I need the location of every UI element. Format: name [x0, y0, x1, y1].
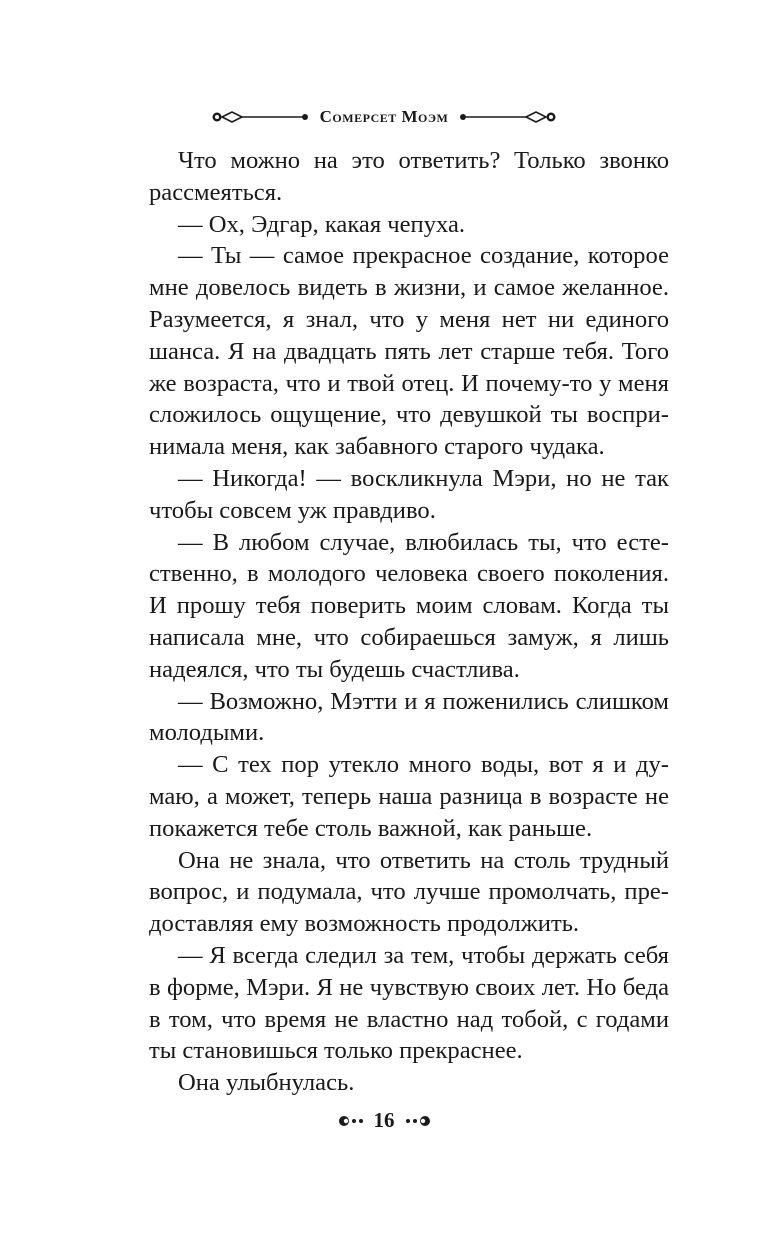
- page-number: 16: [373, 1108, 395, 1132]
- paragraph: — Никогда! — воскликнула Мэри, но не так чтобы совсем уж правдиво.: [149, 464, 669, 524]
- running-title: Сомерсет Моэм: [319, 107, 449, 126]
- running-header: [0, 103, 768, 131]
- paragraph: — В любом случае, влюбилась ты, что естественно, в молодого человека своего поколения. И прошу тебя поверить моим словам. Когда ты написала мне, что собираешься замуж, я лишь надеялся, что ты будешь счастлива.: [149, 528, 669, 683]
- footer-ornament-left-icon: [337, 1114, 367, 1128]
- page-footer: [0, 1108, 768, 1133]
- paragraph: — Возможно, Мэтти и я поженились слишком молодыми.: [149, 687, 669, 747]
- paragraph: Что можно на это ответить? Только звонко рассмеяться.: [149, 147, 669, 206]
- paragraph: Она улыбнулась.: [178, 1069, 355, 1097]
- ornament-right-icon: [458, 109, 558, 125]
- footer-ornament-right-icon: [402, 1114, 432, 1128]
- paragraph: Она не знала, что ответить на столь трудный вопрос, и подумала, что лучше промолчать, предоставляя ему возможность продолжить.: [149, 846, 669, 938]
- ornament-left-icon: [210, 109, 310, 125]
- paragraph: — Я всегда следил за тем, чтобы держать себя в форме, Мэри. Я не чувствую своих лет. Но беда в том, что время не властно над тобой, с годами ты становишься только прекраснее.: [149, 941, 669, 1065]
- body-text: [149, 145, 669, 1099]
- paragraph: — С тех пор утекло много воды, вот я и думаю, а может, теперь наша разница в возрасте не покажется тебе столь важной, как раньше.: [149, 751, 669, 842]
- paragraph: — Ох, Эдгар, какая чепуха.: [178, 210, 466, 238]
- paragraph: — Ты — самое прекрасное создание, которое мне довелось видеть в жизни, и самое желанное. Разумеется, я знал, что у меня нет ни единого шанса. Я на двадцать пять лет старше тебя. Того же возраста, что и твой отец. И почему-то у меня сложилось ощущение, что девушкой ты воспринимала меня, как забавного старого чудака.: [149, 242, 669, 461]
